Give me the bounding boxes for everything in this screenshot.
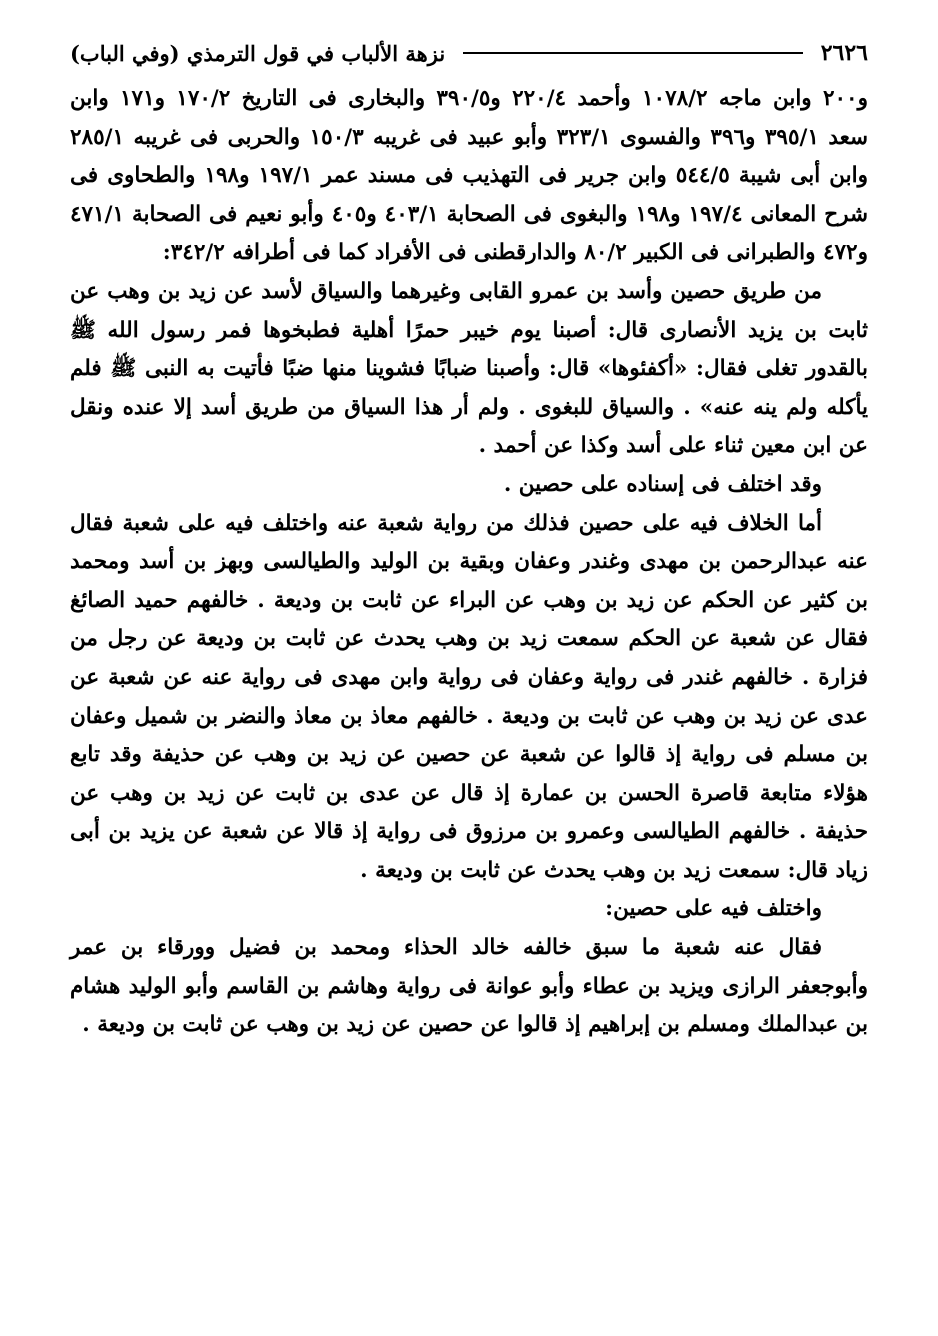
paragraph-husayn-variants: فقال عنه شعبة ما سبق خالفه خالد الحذاء ومحمد بن فضيل وورقاء بن عمر وأبوجعفر الرازى ويزيد بن عطاء وأبو عوانة فى رواية وهاشم بن القاسم وأبو الوليد هشام بن عبدالملك ومسلم بن إبراهيم إذ قالوا عن حصين عن زيد بن وهب عن ثابت بن وديعة . — [70, 935, 868, 1038]
page-header — [70, 38, 868, 68]
paragraph-husayn-note: واختلف فيه على حصين: — [605, 896, 822, 922]
running-title: نزهة الألباب في قول الترمذي (وفي الباب) — [70, 40, 446, 66]
header-rule — [463, 52, 803, 54]
paragraph-hadith-text: من طريق حصين وأسد بن عمرو القابى وغيرهما والسياق لأسد عن زيد بن وهب عن ثابت بن يزيد الأنصارى قال: أصبنا يوم خيبر حمرًا أهلية فطبخوها فمر رسول الله ﷺ بالقدور تغلى فقال: «أكفئوها» قال: وأصبنا ضبابًا فشوينا منها ضبًا فأتيت به النبى ﷺ فلم يأكله ولم ينه عنه» . والسياق للبغوى . ولم أر هذا السياق من طريق أسد إلا عنده ونقل عن ابن معين ثناء على أسد وكذا عن أحمد . — [70, 278, 868, 459]
page-number: ٢٦٢٦ — [820, 40, 868, 66]
paragraph-shuba-variants: أما الخلاف فيه على حصين فذلك من رواية شعبة عنه واختلف فيه على شعبة فقال عنه عبدالرحمن بن مهدى وغندر وعفان وبقية بن الوليد والطيالسى وبهز بن أسد ومحمد بن كثير عن الحكم عن زيد بن وهب عن البراء عن ثابت بن وديعة . خالفهم حميد الصائغ فقال عن شعبة عن الحكم سمعت زيد بن وهب يحدث عن ثابت بن وديعة عن رجل من فزارة . خالفهم غندر فى رواية وعفان فى رواية وابن مهدى فى رواية عنه عن شعبة عن عدى عن زيد بن وهب عن ثابت بن وديعة . خالفهم معاذ بن معاذ والنضر بن شميل وعفان بن مسلم فى رواية إذ قالوا عن شعبة عن حصين عن زيد بن وهب عن حذيفة وقد تابع هؤلاء متابعة قاصرة الحسن بن عمارة إذ قال عن عدى بن ثابت عن زيد بن وهب عن حذيفة . خالفهم الطيالسى وعمرو بن مرزوق فى رواية إذ قالا عن شعبة عن يزيد بن أبى زياد قال: سمعت زيد بن وهب يحدث عن ثابت بن وديعة . — [70, 510, 868, 883]
paragraph-citations: و٢٠٠ وابن ماجه ١٠٧٨/٢ وأحمد ٢٢٠/٤ و٣٩٠/٥ والبخارى فى التاريخ ١٧٠/٢ و١٧١ وابن سعد ٣٩٥/١ و٣٩٦ والفسوى ٣٢٣/١ وأبو عبيد فى غريبه ١٥٠/٣ والحربى فى غريبه ٢٨٥/١ وابن أبى شيبة ٥٤٤/٥ وابن جرير فى التهذيب فى مسند عمر ١٩٧/١ و١٩٨ والطحاوى فى شرح المعانى ١٩٧/٤ و١٩٨ والبغوى فى الصحابة ٤٠٣/١ و٤٠٥ وأبو نعيم فى الصحابة ٤٧١/١ و٤٧٢ والطبرانى فى الكبير ٨٠/٢ والدارقطنى فى الأفراد كما فى أطرافه ٣٤٢/٢: — [70, 86, 868, 266]
paragraph-isnad-note: وقد اختلف فى إسناده على حصين . — [503, 471, 822, 497]
body-text — [70, 80, 868, 1045]
